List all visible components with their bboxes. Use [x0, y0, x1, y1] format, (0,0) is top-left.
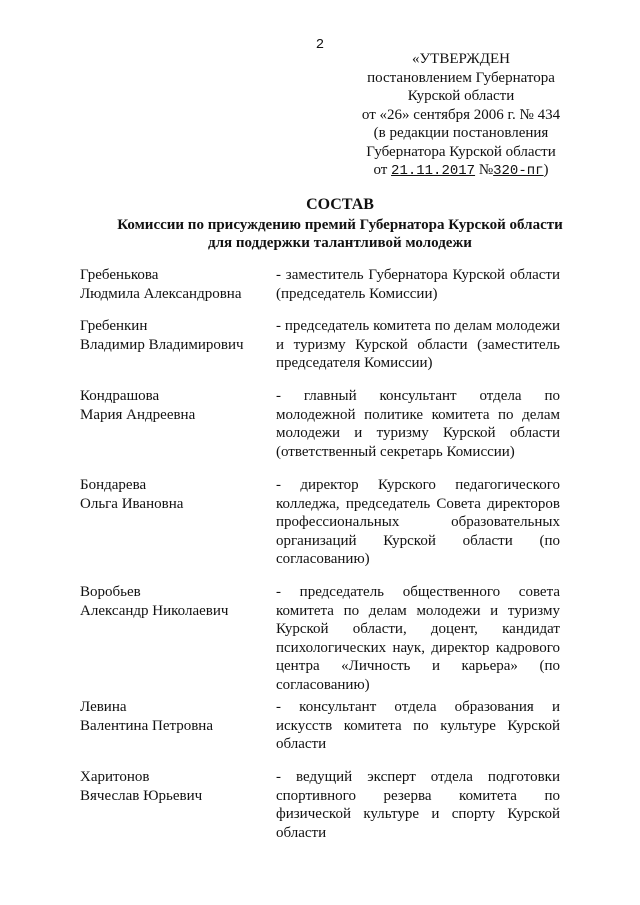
member-entry [80, 583, 560, 698]
member-given-name: Владимир Владимирович [80, 336, 244, 353]
date-prefix: от [373, 162, 388, 178]
approval-stamp [338, 50, 584, 181]
member-name [80, 387, 276, 476]
approval-line: Губернатора Курской области [366, 143, 556, 160]
approval-line: Курской области [407, 88, 515, 104]
member-entry [80, 476, 560, 583]
member-role: - директор Курского педагогического колледжа, председатель Совета директоров профессиональных образовательных организаций Курской области (по согласованию) [276, 477, 560, 567]
member-list [80, 266, 560, 842]
member-given-name: Людмила Александровна [80, 285, 242, 302]
member-entry [80, 768, 560, 842]
closing-paren: ) [543, 162, 549, 178]
member-entry [80, 317, 560, 387]
heading-block [60, 196, 620, 253]
document-title: СОСТАВ [306, 196, 374, 213]
amendment-number: 320-пг [493, 163, 544, 179]
member-surname: Гребенкин [80, 318, 148, 334]
number-prefix: № [478, 162, 494, 178]
member-role: - заместитель Губернатора Курской области (председатель Комиссии) [276, 267, 560, 302]
amendment-date-line [338, 161, 584, 181]
member-name [80, 317, 276, 387]
approval-line: «УТВЕРЖДЕН [412, 51, 510, 67]
member-surname: Бондарева [80, 477, 147, 493]
amendment-date: 21.11.2017 [391, 163, 476, 179]
member-name [80, 698, 276, 768]
member-surname: Левина [80, 699, 127, 715]
member-given-name: Вячеслав Юрьевич [80, 787, 203, 804]
member-name [80, 476, 276, 583]
member-name [80, 266, 276, 317]
member-surname: Воробьев [80, 584, 141, 600]
member-entry [80, 387, 560, 476]
approval-line: постановлением Губернатора [367, 69, 555, 86]
member-role: - председатель общественного совета комитета по делам молодежи и туризму Курской области, доцент, кандидат психологических наук, директор кадрового центра «Личность и карьера» (по согласованию) [276, 584, 560, 693]
member-surname: Гребенькова [80, 267, 159, 283]
member-surname: Кондрашова [80, 388, 160, 404]
member-entry [80, 698, 560, 768]
member-given-name: Ольга Ивановна [80, 495, 184, 512]
member-surname: Харитонов [80, 769, 150, 785]
approval-line: (в редакции постановления [373, 125, 549, 141]
member-entry [80, 266, 560, 317]
member-role: - председатель комитета по делам молодежи и туризму Курской области (заместитель председателя Комиссии) [276, 318, 560, 371]
document-subtitle: Комиссии по присуждению премий Губернатора Курской области [117, 216, 563, 233]
member-name [80, 768, 276, 842]
member-given-name: Мария Андреевна [80, 406, 196, 423]
approval-line: от «26» сентября 2006 г. № 434 [361, 106, 561, 123]
member-given-name: Валентина Петровна [80, 717, 213, 734]
document-subtitle-continued: для поддержки талантливой молодежи [208, 235, 472, 251]
member-name [80, 583, 276, 698]
member-role: - главный консультант отдела по молодежной политике комитета по делам молодежи и туризму Курской области (ответственный секретарь Комиссии) [276, 388, 560, 460]
member-role: - ведущий эксперт отдела подготовки спортивного резерва комитета по физической культуре и спорту Курской области [276, 769, 560, 841]
member-role: - консультант отдела образования и искусств комитета по культуре Курской области [276, 699, 560, 752]
member-given-name: Александр Николаевич [80, 602, 229, 619]
page-number: 2 [315, 37, 325, 53]
